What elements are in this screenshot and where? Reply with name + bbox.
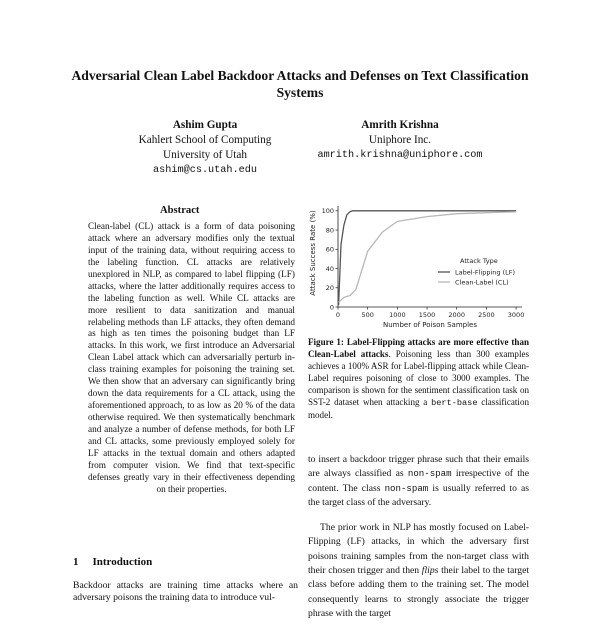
class-name: non-spam [407, 468, 452, 480]
paragraph [308, 521, 529, 621]
x-axis-label: Number of Poison Samples [382, 321, 478, 329]
x-tick-label: 1500 [418, 311, 436, 319]
section-heading [73, 556, 152, 568]
author-email: ashim@cs.utah.edu [153, 165, 257, 176]
text-run: The prior work in NLP has mostly focused on Label-Flipping (LF) attacks, in which the adversary first poisons training samples from the non-target class with their chosen trigger and then [308, 522, 529, 577]
x-tick-label: 500 [361, 311, 374, 319]
author-block-2 [300, 118, 500, 163]
legend-label-cl: Clean-Label (CL) [455, 278, 509, 287]
caption-bold: Label-Flipping attacks are more effective than Clean-Label attacks [308, 337, 530, 359]
author-affiliation: University of Utah [163, 149, 247, 161]
caption-label: Figure 1: [308, 337, 344, 347]
author-affiliation: Uniphore Inc. [368, 134, 432, 146]
x-tick-label: 1000 [389, 311, 406, 319]
right-column-text [308, 453, 529, 632]
text-run: to insert a backdoor trigger phrase such that their emails are always classified as [308, 454, 529, 480]
legend [438, 257, 515, 287]
y-tick-label: 60 [325, 245, 334, 254]
author-name: Ashim Gupta [172, 119, 238, 131]
y-tick-label: 100 [321, 207, 334, 216]
caption-end: classification model. [308, 397, 529, 420]
section-title: Introduction [92, 556, 153, 568]
author-email: amrith.krishna@uniphore.com [317, 150, 483, 161]
y-tick-label: 80 [325, 226, 334, 235]
abstract-heading: Abstract [160, 205, 200, 216]
y-axis-label: Attack Success Rate (%) [309, 210, 317, 296]
class-name: non-spam [384, 482, 429, 494]
author-block-1 [120, 118, 290, 178]
x-tick-label: 3000 [507, 311, 525, 319]
caption-model-name: bert-base [431, 398, 478, 408]
paper-title: Adversarial Clean Label Backdoor Attacks and Defenses on Text Classification Systems [71, 68, 529, 100]
text-run: irrespective of the content. The class [308, 468, 530, 494]
text-run: their label to the target class before adding them to the training set. The model consequently learns to strongly associate the trigger phrase with the target [308, 565, 530, 619]
paragraph [308, 453, 529, 510]
emphasis: flips [421, 565, 439, 577]
y-tick-label: 40 [325, 264, 334, 273]
section-number: 1 [73, 556, 79, 568]
y-tick-label: 20 [325, 284, 334, 293]
author-name: Amrith Krishna [361, 119, 439, 131]
figure-caption [308, 336, 529, 421]
text-run: is usually referred to as the target class of the adversary. [308, 482, 530, 508]
x-tick-label: 2500 [478, 311, 495, 319]
y-tick-label: 0 [329, 303, 334, 312]
author-affiliation: Kahlert School of Computing [138, 134, 272, 146]
asr-line-chart [300, 198, 535, 333]
legend-label-lf: Label-Flipping (LF) [455, 268, 516, 277]
abstract-text: Clean-label (CL) attack is a form of data poisoning attack where an adversary modifies only the textual input of the training data, without requiring access to the labeling function. CL attacks are relatively unexplored in NLP, as compared to label flipping (LF) attacks, where the latter additionally requires access to the labeling function as well. While CL attacks are more resilient to data sanitization and manual relabeling methods than LF attacks, they often demand as high as ten times the poisoning budget than LF attacks. In this work, we first introduce an Adversarial Clean Label attack which can adversarially perturb in-class training examples for poisoning the training set. We then show that an adversary can significantly bring down the data requirements for a CL attack, using the aforementioned approach, to as low as 20 % of the data otherwise required. We then systematically benchmark and analyze a number of defense methods, for both LF and CL attacks, some previously employed solely for LF attacks in the textual domain and others adapted from computer vision. We find that text-specific defenses greatly vary in their effectiveness depending on their properties. [88, 222, 295, 495]
caption-text: . Poisoning less than 300 examples achieves a 100% ASR for Label-flipping attack while Clean-Label requires poisoning of close to 3000 examples. The comparison is shown for the sentiment classification task on SST-2 dataset when attacking a [308, 349, 529, 407]
legend-title: Attack Type [460, 257, 498, 265]
intro-paragraph: Backdoor attacks are training time attacks where an adversary poisons the training data to introduce vul- [73, 580, 298, 604]
x-tick-label: 0 [335, 311, 341, 319]
x-tick-label: 2000 [448, 311, 465, 319]
